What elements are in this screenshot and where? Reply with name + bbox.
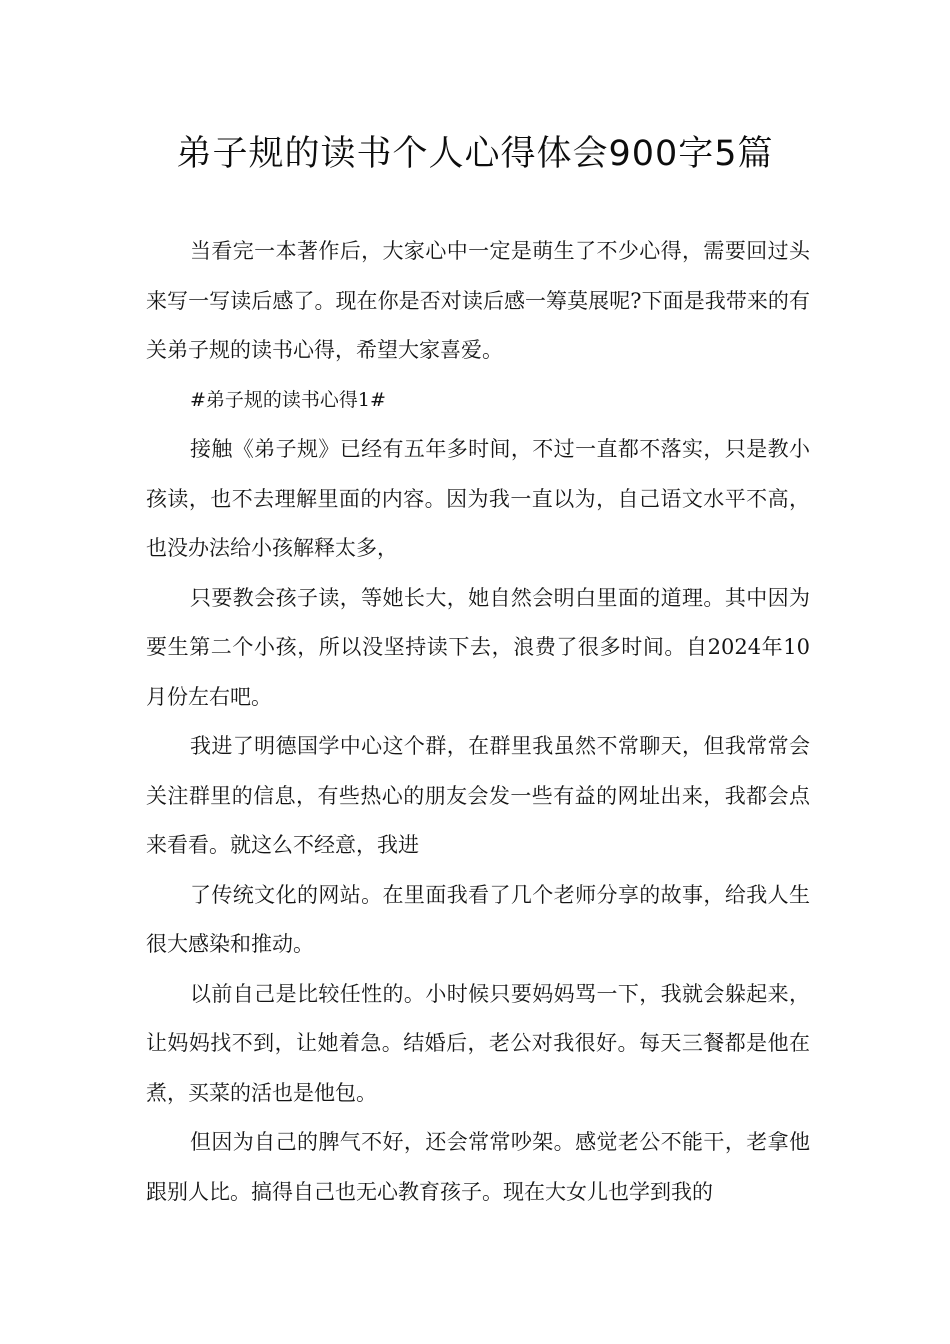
paragraph: 接触《弟子规》已经有五年多时间，不过一直都不落实，只是教小孩读，也不去理解里面的内容。因为我一直以为，自己语文水平不高，也没办法给小孩解释太多， [146, 437, 810, 560]
paragraph: 了传统文化的网站。在里面我看了几个老师分享的故事，给我人生很大感染和推动。 [146, 882, 810, 956]
paragraph: 但因为自己的脾气不好，还会常常吵架。感觉老公不能干，老拿他跟别人比。搞得自己也无心教育孩子。现在大女儿也学到我的 [146, 1130, 810, 1204]
paragraph-intro: 当看完一本著作后，大家心中一定是萌生了不少心得，需要回过头来写一写读后感了。现在你是否对读后感一筹莫展呢?下面是我带来的有关弟子规的读书心得，希望大家喜爱。 [146, 239, 810, 362]
paragraph: 只要教会孩子读，等她长大，她自然会明白里面的道理。其中因为要生第二个小孩，所以没坚持读下去，浪费了很多时间。自2024年10月份左右吧。 [146, 585, 810, 709]
section-heading: #弟子规的读书心得1# [190, 388, 386, 411]
paragraph: 以前自己是比较任性的。小时候只要妈妈骂一下，我就会躲起来，让妈妈找不到，让她着急。结婚后，老公对我很好。每天三餐都是他在煮，买菜的活也是他包。 [146, 981, 810, 1105]
document-body [146, 227, 810, 1217]
paragraph: 我进了明德国学中心这个群，在群里我虽然不常聊天，但我常常会关注群里的信息，有些热心的朋友会发一些有益的网址出来，我都会点来看看。就这么不经意，我进 [146, 734, 810, 857]
page-title: 弟子规的读书个人心得体会900字5篇 [176, 134, 774, 174]
